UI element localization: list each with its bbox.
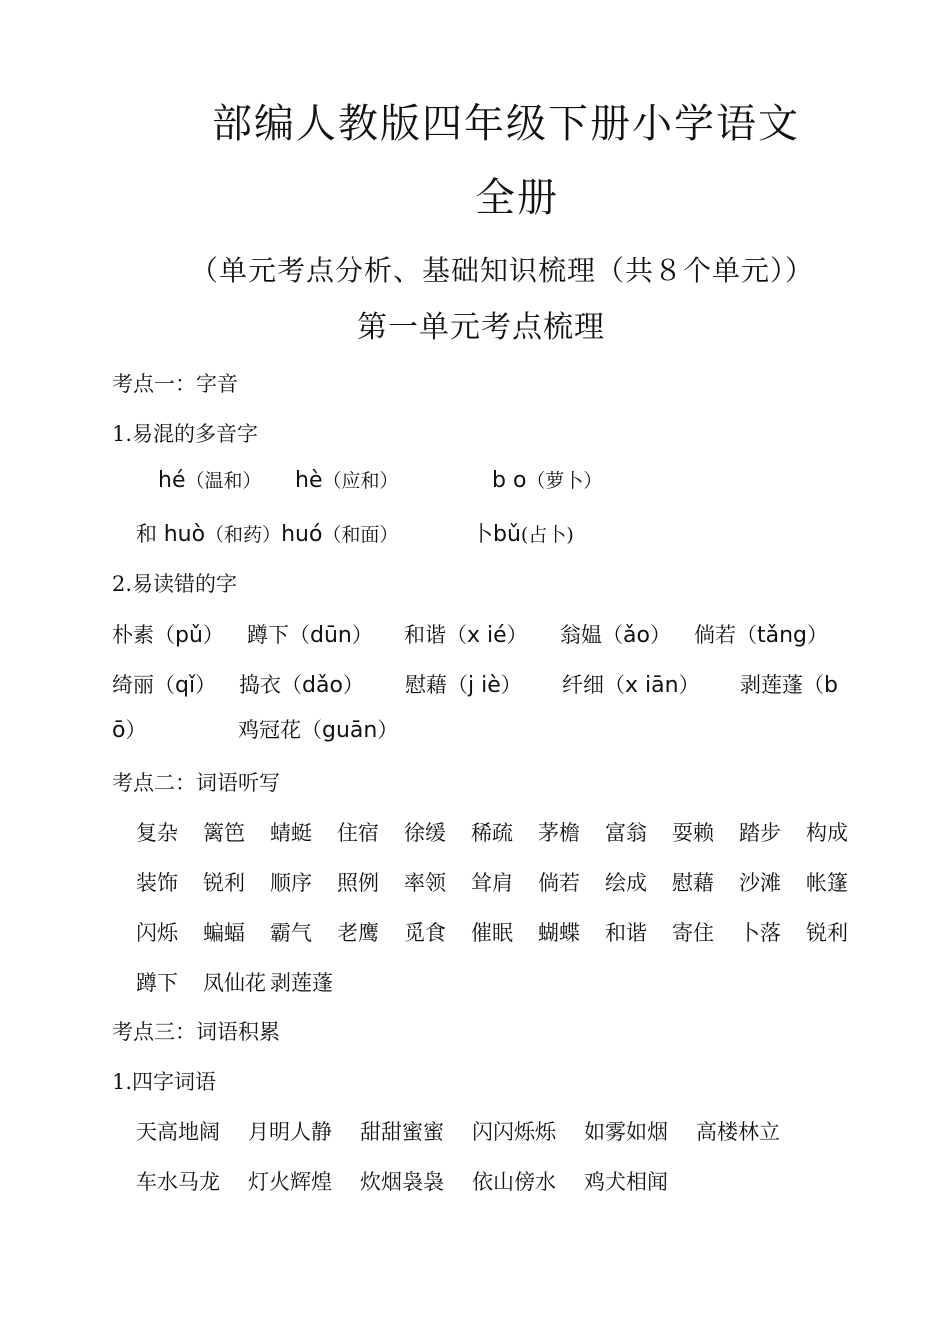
paren: ）	[195, 673, 217, 697]
misread-item	[562, 670, 700, 701]
word: 朴素（	[112, 623, 175, 647]
word: 纤细（	[562, 673, 625, 697]
vocab-word: 凤仙花	[203, 971, 266, 995]
section-heading-3: 考点三：词语积累	[112, 1020, 280, 1044]
misread-item	[239, 670, 364, 701]
pinyin: j iè	[468, 673, 501, 698]
word: 倘若（	[694, 623, 757, 647]
pinyin: pǔ	[175, 623, 203, 648]
polyphone-bo	[492, 465, 602, 496]
vocab-word: 帐篷	[806, 871, 848, 895]
vocab-word: 催眠	[471, 921, 513, 945]
document-subtitle: （单元考点分析、基础知识梳理（共８个单元））	[190, 254, 815, 287]
document-title-line2: 全册	[475, 175, 559, 221]
vocab-word: 复杂	[136, 821, 178, 845]
pinyin: x iān	[625, 673, 679, 698]
paren: ）	[678, 673, 700, 697]
idiom: 月明人静	[248, 1120, 332, 1144]
misread-item	[247, 620, 373, 651]
pinyin: bǔ	[493, 522, 521, 547]
vocab-word: 稀疏	[471, 821, 513, 845]
pinyin: b	[824, 673, 838, 698]
vocab-word: 和谐	[605, 921, 647, 945]
vocab-word: 蝴蝶	[538, 921, 580, 945]
pinyin: dǎo	[302, 673, 343, 698]
pinyin: hé	[158, 468, 186, 493]
vocab-word: 沙滩	[739, 871, 781, 895]
section-heading-1: 考点一：字音	[112, 372, 238, 396]
idiom: 甜甜蜜蜜	[360, 1120, 444, 1144]
pinyin: b o	[492, 468, 527, 493]
misread-item	[694, 620, 828, 651]
pinyin: guān	[322, 718, 378, 743]
vocab-word: 踏步	[739, 821, 781, 845]
character: 卜	[472, 522, 493, 546]
vocab-word: 剥莲蓬	[270, 971, 333, 995]
polyphone-he-row	[136, 519, 398, 550]
vocab-word: 慰藉	[672, 871, 714, 895]
misread-item	[560, 620, 671, 651]
vocab-word: 耍赖	[672, 821, 714, 845]
vocab-word: 闪烁	[136, 921, 178, 945]
subheading-polyphones: 1.易混的多音字	[112, 422, 259, 446]
misread-item	[112, 620, 224, 651]
paren: ）	[506, 623, 528, 647]
vocab-word: 倘若	[538, 871, 580, 895]
paren: ）	[351, 623, 373, 647]
vocab-word: 篱笆	[203, 821, 245, 845]
pinyin: ō	[112, 718, 126, 743]
pinyin: tǎng	[757, 623, 808, 648]
example-word: （温和）	[185, 470, 262, 492]
vocab-word: 率领	[404, 871, 446, 895]
misread-item	[404, 620, 528, 651]
pinyin: huò	[163, 522, 206, 547]
vocab-word: 茅檐	[538, 821, 580, 845]
vocab-word: 老鹰	[337, 921, 379, 945]
misread-item	[740, 670, 838, 701]
word: 翁媪（	[560, 623, 623, 647]
example-word: （和面）	[322, 524, 399, 546]
pinyin: ǎo	[623, 623, 650, 648]
character: 和	[136, 522, 157, 546]
unit-title: 第一单元考点梳理	[357, 310, 605, 345]
polyphone-he1	[158, 465, 262, 496]
vocab-word: 耸肩	[471, 871, 513, 895]
pinyin: dūn	[310, 623, 352, 648]
subheading-four-char-words: 1.四字词语	[112, 1070, 217, 1094]
paren: ）	[377, 718, 399, 742]
pinyin: x ié	[467, 623, 507, 648]
vocab-word: 照例	[337, 871, 379, 895]
word: 慰藉（	[405, 673, 468, 697]
example-word: (占卜)	[520, 524, 574, 546]
subheading-misread: 2.易读错的字	[112, 572, 238, 596]
pinyin: huó	[281, 522, 323, 547]
paren: ）	[807, 623, 829, 647]
word: 鸡冠花（	[238, 718, 322, 742]
misread-item	[112, 670, 216, 701]
vocab-word: 装饰	[136, 871, 178, 895]
idiom: 闪闪烁烁	[472, 1120, 556, 1144]
vocab-word: 锐利	[806, 921, 848, 945]
word: 捣衣（	[239, 673, 302, 697]
idiom: 灯火辉煌	[248, 1170, 332, 1194]
paren: ）	[342, 673, 364, 697]
idiom: 高楼林立	[696, 1120, 780, 1144]
paren: ）	[202, 623, 224, 647]
vocab-word: 卜落	[739, 921, 781, 945]
vocab-word: 富翁	[605, 821, 647, 845]
misread-item	[405, 670, 522, 701]
polyphone-bu-row	[472, 519, 574, 550]
document-title: 部编人教版四年级下册小学语文	[212, 101, 800, 147]
idiom: 鸡犬相闻	[584, 1170, 668, 1194]
idiom: 天高地阔	[136, 1120, 220, 1144]
word: 和谐（	[404, 623, 467, 647]
word: 蹲下（	[247, 623, 310, 647]
vocab-word: 寄住	[672, 921, 714, 945]
idiom: 如雾如烟	[584, 1120, 668, 1144]
section-heading-2: 考点二：词语听写	[112, 771, 280, 795]
idiom: 依山傍水	[472, 1170, 556, 1194]
vocab-word: 蹲下	[136, 971, 178, 995]
misread-item	[238, 715, 398, 746]
vocab-word: 霸气	[270, 921, 312, 945]
paren: ）	[649, 623, 671, 647]
example-word: （应和）	[322, 470, 399, 492]
word: 绮丽（	[112, 673, 175, 697]
word: 剥莲蓬（	[740, 673, 824, 697]
vocab-word: 徐缓	[404, 821, 446, 845]
pinyin: qǐ	[175, 673, 196, 698]
vocab-word: 构成	[806, 821, 848, 845]
vocab-word: 绘成	[605, 871, 647, 895]
polyphone-he2	[295, 465, 399, 496]
vocab-word: 蝙蝠	[203, 921, 245, 945]
vocab-word: 锐利	[203, 871, 245, 895]
example-word: （萝卜）	[526, 470, 603, 492]
vocab-word: 觅食	[404, 921, 446, 945]
vocab-word: 顺序	[270, 871, 312, 895]
pinyin: hè	[295, 468, 323, 493]
idiom: 车水马龙	[136, 1170, 220, 1194]
paren: ）	[125, 718, 147, 742]
paren: ）	[500, 673, 522, 697]
example-word: （和药）	[205, 524, 282, 546]
misread-item-continued	[112, 715, 146, 746]
idiom: 炊烟袅袅	[360, 1170, 444, 1194]
vocab-word: 住宿	[337, 821, 379, 845]
vocab-word: 蜻蜓	[270, 821, 312, 845]
